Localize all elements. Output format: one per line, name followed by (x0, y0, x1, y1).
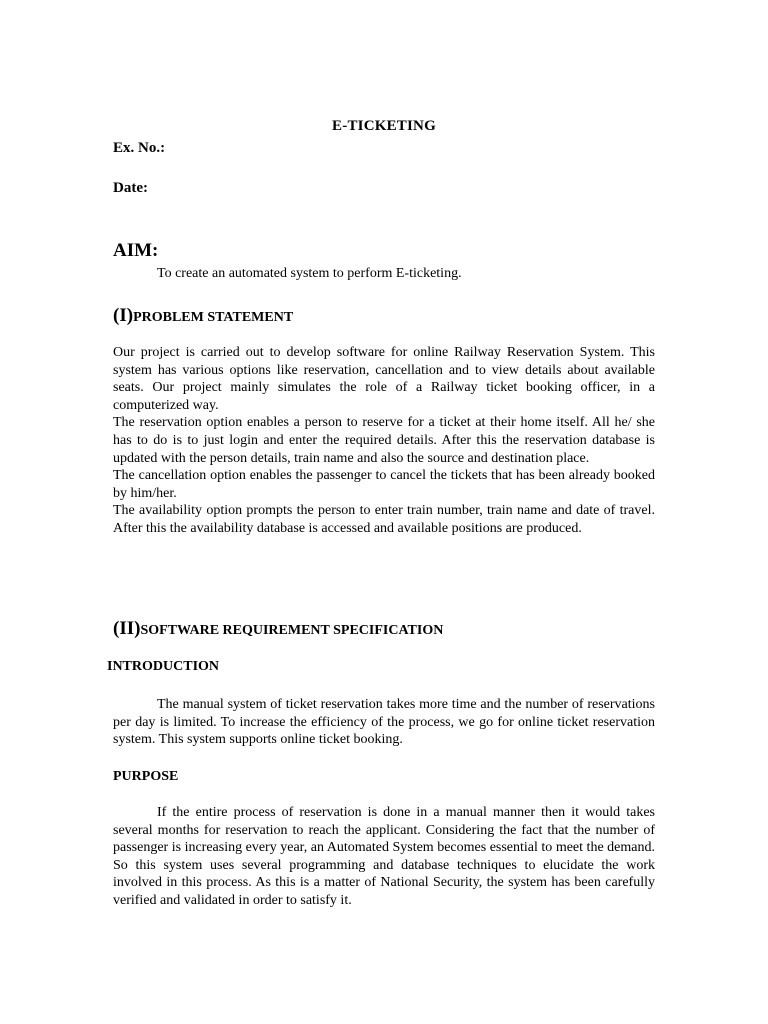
problem-paragraph: The reservation option enables a person to reserve for a ticket at their home itself. All he/ she has to do is to just login and enter the required details. After this the reservation database is updated with the person details, train name and also the source and destination place. (113, 415, 655, 466)
problem-paragraph: The cancellation option enables the passenger to cancel the tickets that has been already booked by him/her. (113, 468, 655, 501)
problem-paragraph: The availability option prompts the person to enter train number, train name and date of travel. After this the availability database is accessed and available positions are produced. (113, 503, 655, 536)
purpose-body (113, 804, 655, 910)
introduction-body (113, 696, 655, 749)
problem-statement-body (113, 344, 655, 538)
srs-number: (II) (113, 618, 141, 639)
problem-statement-number: (I) (113, 305, 134, 326)
purpose-heading: PURPOSE (113, 769, 179, 784)
aim-text: To create an automated system to perform E-ticketing. (157, 266, 462, 281)
aim-heading: AIM: (113, 240, 159, 261)
ex-no-label: Ex. No.: (113, 140, 166, 156)
purpose-text: If the entire process of reservation is done in a manual manner then it would takes several months for reservation to reach the applicant. Considering the fact that the number of passenger is increasing every year, an Automated System becomes essential to meet the demand. So this system uses several programming and database techniques to elucidate the work involved in this process. As this is a matter of National Security, the system has been carefully verified and validated in order to satisfy it. (113, 805, 655, 908)
srs-title: SOFTWARE REQUIREMENT SPECIFICATION (140, 623, 444, 638)
srs-heading (113, 618, 443, 640)
problem-statement-title: PROBLEM STATEMENT (133, 310, 294, 325)
problem-statement-heading (113, 305, 293, 327)
document-title: E-TICKETING (332, 118, 436, 134)
introduction-text: The manual system of ticket reservation takes more time and the number of reservations per day is limited. To increase the efficiency of the process, we go for online ticket reservation system. This system supports online ticket booking. (113, 697, 655, 748)
date-label: Date: (113, 180, 148, 196)
introduction-heading: INTRODUCTION (107, 659, 220, 674)
problem-paragraph: Our project is carried out to develop software for online Railway Reservation System. This system has various options like reservation, cancellation and to view details about available seats. Our project mainly simulates the role of a Railway ticket booking officer, in a computerized way. (113, 345, 655, 413)
